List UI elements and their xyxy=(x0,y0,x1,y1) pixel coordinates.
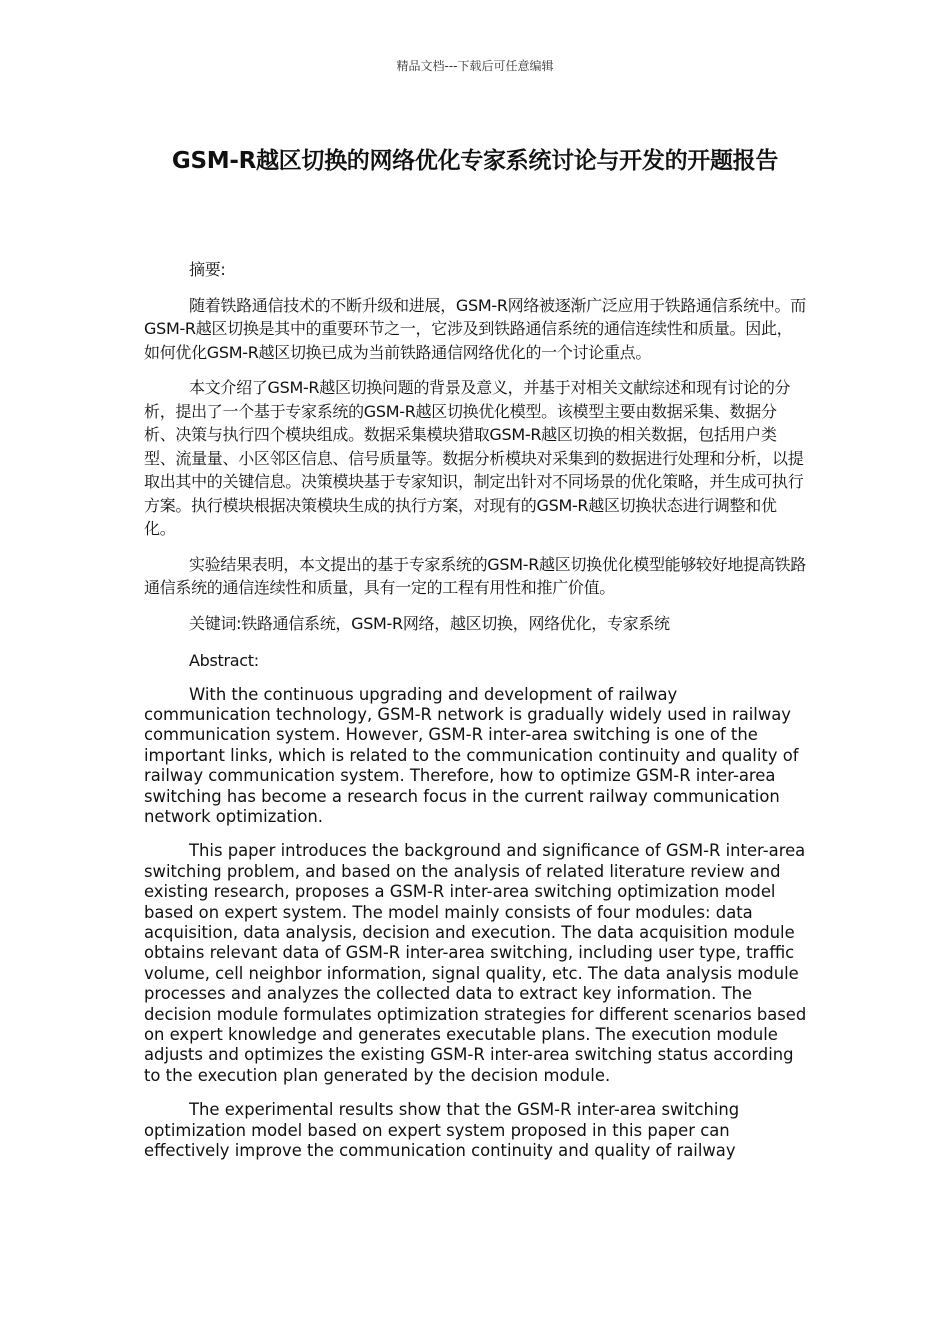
document-body xyxy=(144,258,808,1175)
keywords-cn: 关键词:铁路通信系统，GSM-R网络，越区切换，网络优化，专家系统 xyxy=(189,613,670,633)
abstract-en-paragraph-1: With the continuous upgrading and development of railway communication technology, GSM-R network is gradually widely used in railway communication system. However, GSM-R inter-area switching is one of the important links, which is related to the communication continuity and quality of railway communication system. Therefore, how to optimize GSM-R inter-area switching has become a research focus in the current railway communication network optimization. xyxy=(144,684,799,826)
abstract-cn-label: 摘要: xyxy=(189,260,226,279)
abstract-en-paragraph-3: The experimental results show that the GSM-R inter-area switching optimization model based on expert system proposed in this paper can effectively improve the communication continuity and quality of railway xyxy=(144,1100,740,1161)
abstract-en-label: Abstract: xyxy=(189,651,259,670)
abstract-cn-paragraph-1: 随着铁路通信技术的不断升级和进展，GSM-R网络被逐渐广泛应用于铁路通信系统中。而GSM-R越区切换是其中的重要环节之一，它涉及到铁路通信系统的通信连续性和质量。因此，如何优化GSM-R越区切换已成为当前铁路通信网络优化的一个讨论重点。 xyxy=(144,295,806,362)
document-title: GSM-R越区切换的网络优化专家系统讨论与开发的开题报告 xyxy=(171,148,779,174)
page-header-note: 精品文档---下载后可任意编辑 xyxy=(396,59,554,73)
abstract-cn-paragraph-2: 本文介绍了GSM-R越区切换问题的背景及意义，并基于对相关文献综述和现有讨论的分析，提出了一个基于专家系统的GSM-R越区切换优化模型。该模型主要由数据采集、数据分析、决策与执行四个模块组成。数据采集模块猎取GSM-R越区切换的相关数据，包括用户类型、流量量、小区邻区信息、信号质量等。数据分析模块对采集到的数据进行处理和分析，以提取出其中的关键信息。决策模块基于专家知识，制定出针对不同场景的优化策略，并生成可执行方案。执行模块根据决策模块生成的执行方案，对现有的GSM-R越区切换状态进行调整和优化。 xyxy=(144,378,804,538)
abstract-en-paragraph-2: This paper introduces the background and significance of GSM-R inter-area switching problem, and based on the analysis of related literature review and existing research, proposes a GSM-R inter-area switching optimization model based on expert system. The model mainly consists of four modules: data acquisition, data analysis, decision and execution. The data acquisition module obtains relevant data of GSM-R inter-area switching, including user type, traffic volume, cell neighbor information, signal quality, etc. The data analysis module processes and analyzes the collected data to extract key information. The decision module formulates optimization strategies for different scenarios based on expert knowledge and generates executable plans. The execution module adjusts and optimizes the existing GSM-R inter-area switching status according to the execution plan generated by the decision module. xyxy=(144,841,807,1085)
abstract-cn-paragraph-3: 实验结果表明，本文提出的基于专家系统的GSM-R越区切换优化模型能够较好地提高铁路通信系统的通信连续性和质量，具有一定的工程有用性和推广价值。 xyxy=(144,554,806,597)
